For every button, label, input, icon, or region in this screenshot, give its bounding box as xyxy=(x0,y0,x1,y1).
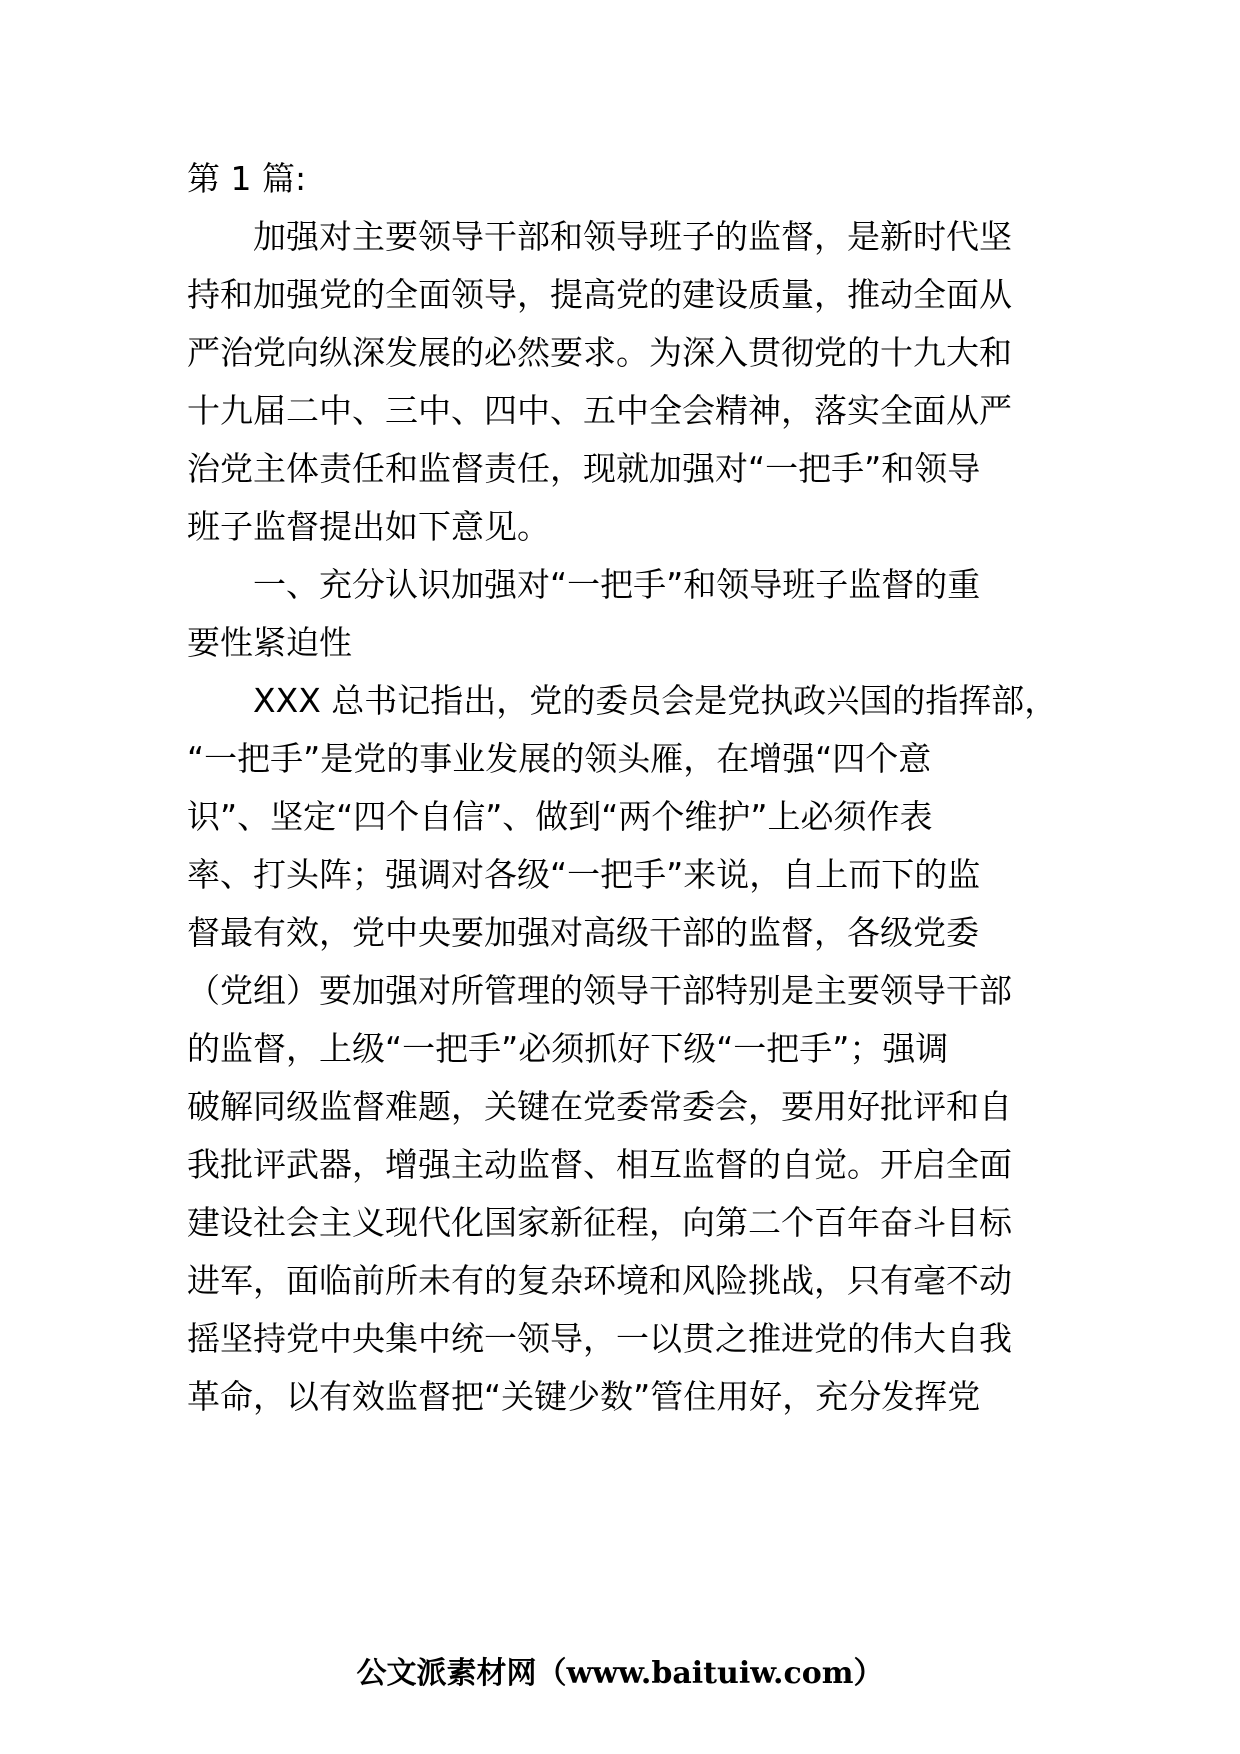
body-line: 持和加强党的全面领导，提高党的建设质量，推动全面从 xyxy=(187,275,1012,314)
body-line: 破解同级监督难题，关键在党委常委会，要用好批评和自 xyxy=(187,1087,1012,1126)
heading-line: 第 1 篇: xyxy=(187,159,307,198)
body-line: XXX 总书记指出，党的委员会是党执政兴国的指挥部， xyxy=(187,681,1058,720)
body-line: 督最有效，党中央要加强对高级干部的监督，各级党委 xyxy=(187,913,979,952)
body-line: 十九届二中、三中、四中、五中全会精神，落实全面从严 xyxy=(187,391,1012,430)
body-line: 严治党向纵深发展的必然要求。为深入贯彻党的十九大和 xyxy=(187,333,1012,372)
section-heading-line: 要性紧迫性 xyxy=(187,623,352,662)
body-line: 建设社会主义现代化国家新征程，向第二个百年奋斗目标 xyxy=(187,1203,1012,1242)
section-heading-line: 一、充分认识加强对“一把手”和领导班子监督的重 xyxy=(187,565,981,604)
body-line: 的监督，上级“一把手”必须抓好下级“一把手”；强调 xyxy=(187,1029,949,1068)
body-line: 治党主体责任和监督责任，现就加强对“一把手”和领导 xyxy=(187,449,981,488)
body-line: 革命，以有效监督把“关键少数”管住用好，充分发挥党 xyxy=(187,1377,981,1416)
body-line: 我批评武器，增强主动监督、相互监督的自觉。开启全面 xyxy=(187,1145,1012,1184)
body-line: 班子监督提出如下意见。 xyxy=(187,507,550,546)
body-line: 进军，面临前所未有的复杂环境和风险挑战，只有毫不动 xyxy=(187,1261,1012,1300)
body-line: 加强对主要领导干部和领导班子的监督，是新时代坚 xyxy=(187,217,1012,256)
body-line: “一把手”是党的事业发展的领头雁，在增强“四个意 xyxy=(187,739,932,778)
body-line: 率、打头阵；强调对各级“一把手”来说，自上而下的监 xyxy=(187,855,981,894)
body-line: 摇坚持党中央集中统一领导，一以贯之推进党的伟大自我 xyxy=(187,1319,1012,1358)
body-line: （党组）要加强对所管理的领导干部特别是主要领导干部 xyxy=(187,971,1012,1010)
page-footer: 公文派素材网（www.baituiw.com） xyxy=(356,1656,884,1691)
body-line: 识”、坚定“四个自信”、做到“两个维护”上必须作表 xyxy=(187,797,933,836)
